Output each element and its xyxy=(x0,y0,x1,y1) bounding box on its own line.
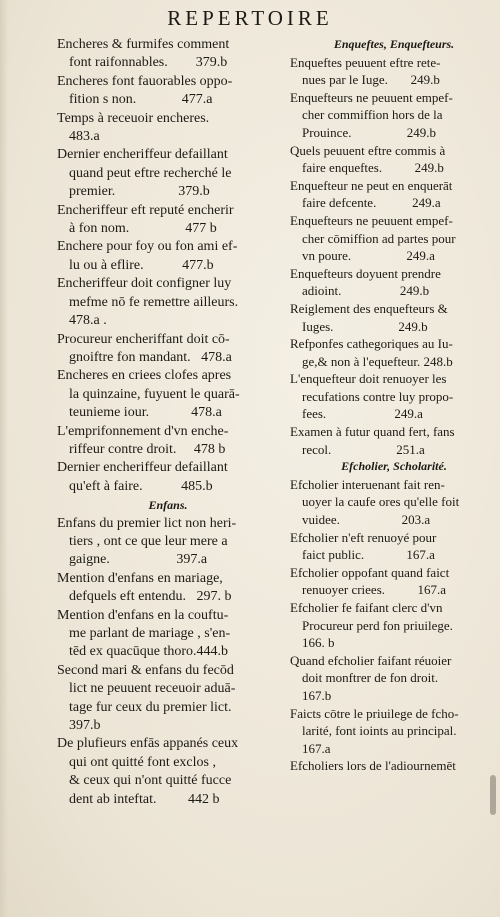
running-head: REPERTOIRE xyxy=(167,6,333,30)
index-entry xyxy=(290,300,498,335)
page-gutter-shadow xyxy=(0,0,8,917)
index-entry xyxy=(290,54,498,89)
entry-line: me parlant de mariage , s'en- xyxy=(69,626,231,641)
entry-line: Second mari & enfans du fecōd xyxy=(57,662,234,678)
index-entry xyxy=(290,265,498,300)
entry-line: riffeur contre droit. 478 b xyxy=(69,441,226,457)
index-entry xyxy=(290,705,498,758)
entry-line: Efcholier oppofant quand faict xyxy=(290,564,450,580)
index-entry xyxy=(290,142,498,177)
entry-line: mefme nō fe remettre ailleurs. xyxy=(69,294,239,310)
entry-line: qu'eft à faire. 485.b xyxy=(69,478,213,494)
index-entry xyxy=(290,212,498,265)
entry-line: Reiglement des enquefteurs & xyxy=(290,300,448,316)
entry-line: gnoiftre fon mandant. 478.a xyxy=(69,349,232,365)
entry-line: quand peut eftre recherché le xyxy=(69,165,232,181)
entry-line: Dernier encheriffeur defaillant xyxy=(57,460,228,476)
section-heading: Enfans. xyxy=(148,498,188,513)
entry-line: premier. 379.b xyxy=(69,184,210,200)
entry-line: Refponfes cathegoriques au Iu- xyxy=(290,336,453,352)
entry-line: faict public. 167.a xyxy=(302,547,435,563)
entry-line: fees. 249.a xyxy=(302,406,423,422)
entry-line: tiers , ont ce que leur mere a xyxy=(69,533,228,549)
index-entry xyxy=(290,529,498,564)
entry-line: Efcholier interuenant fait ren- xyxy=(290,476,445,492)
index-entry xyxy=(57,515,279,570)
entry-line: Procureur perd fon priuilege. xyxy=(302,617,453,633)
entry-line: Dernier encheriffeur defaillant xyxy=(57,147,228,163)
entry-line: ge,& non à l'equefteur. 248.b xyxy=(302,353,453,369)
index-entry xyxy=(290,599,498,652)
index-entry xyxy=(290,177,498,212)
entry-line: cher cōmiffion ad partes pour xyxy=(302,230,456,246)
entry-line: Temps à receuoir encheres. xyxy=(57,110,210,126)
entry-line: & ceux qui n'ont quitté fucce xyxy=(69,773,232,789)
index-entry xyxy=(57,459,279,496)
index-entry xyxy=(57,110,279,147)
section-heading: Enqueftes, Enquefteurs. xyxy=(333,37,455,51)
entry-line: Enquefteurs ne peuuent empef- xyxy=(290,212,453,228)
entry-line: fition s non. 477.a xyxy=(69,92,213,108)
entry-line: nues par le Iuge. 249.b xyxy=(302,72,440,88)
entry-line: De plufieurs enfās appanés ceux xyxy=(57,736,239,752)
index-entry xyxy=(57,146,279,201)
entry-line: tage fur ceux du premier lict. xyxy=(69,699,232,715)
index-entry xyxy=(57,331,279,368)
entry-line: Faicts cōtre le priuilege de fcho- xyxy=(290,705,459,721)
entry-line: Efcholier n'eft renuoyé pour xyxy=(290,529,437,545)
entry-line: Encheres & furmifes comment xyxy=(57,37,230,52)
entry-line: defquels eft entendu. 297. b xyxy=(69,589,232,605)
entry-line: L'enquefteur doit renuoyer les xyxy=(290,371,447,387)
entry-line: à fon nom. 477 b xyxy=(69,221,217,237)
index-entry xyxy=(57,367,279,422)
entry-line: Examen à futur quand fert, fans xyxy=(290,424,455,440)
index-entry xyxy=(57,275,279,330)
index-entry xyxy=(290,757,498,775)
entry-line: Enqueftes peuuent eftre rete- xyxy=(290,54,441,70)
entry-line: 483.a xyxy=(69,129,100,145)
entry-line: Mention d'enfans en la couftu- xyxy=(57,607,229,623)
entry-line: Quand efcholier faifant réuoier xyxy=(290,652,452,668)
entry-line: faire defcente. 249.a xyxy=(302,195,441,211)
right-column xyxy=(290,36,498,775)
entry-line: Encheriffeur doit configner luy xyxy=(57,276,232,292)
entry-line: 397.b xyxy=(69,718,101,734)
index-entry xyxy=(290,476,498,529)
index-entry xyxy=(290,423,498,458)
entry-line: vuidee. 203.a xyxy=(302,512,431,528)
entry-line: gaigne. 397.a xyxy=(69,552,208,568)
index-entry xyxy=(57,662,279,736)
entry-line: lu ou à eflire. 477.b xyxy=(69,257,214,273)
entry-line: uoyer la caufe ores qu'elle foit xyxy=(302,494,460,510)
index-entry xyxy=(57,735,279,809)
entry-line: Quels peuuent eftre commis à xyxy=(290,142,446,158)
entry-line: Encheriffeur eft reputé encherir xyxy=(57,202,234,218)
index-entry xyxy=(57,36,279,73)
entry-line: qui ont quitté font exclos , xyxy=(69,754,216,770)
index-entry xyxy=(57,570,279,607)
entry-line: Encheres en criees clofes apres xyxy=(57,368,232,384)
index-entry xyxy=(290,564,498,599)
entry-line: Enquefteurs ne peuuent empef- xyxy=(290,89,453,105)
entry-line: Efcholier fe faifant clerc d'vn xyxy=(290,600,443,615)
page-edge-mark xyxy=(490,775,496,815)
index-entry xyxy=(57,423,279,460)
entry-line: 167.a xyxy=(302,740,331,756)
entry-line: Iuges. 249.b xyxy=(302,318,428,334)
entry-line: larité, font ioints au principal. xyxy=(302,723,457,739)
index-entry xyxy=(290,652,498,705)
entry-line: vn poure. 249.a xyxy=(302,248,435,264)
entry-line: doit monftrer de fon droit. xyxy=(302,670,439,686)
entry-line: Efcholiers lors de l'adiournemēt xyxy=(290,758,456,774)
entry-line: 166. b xyxy=(302,635,335,651)
entry-line: L'emprifonnement d'vn enche- xyxy=(57,423,229,439)
entry-line: dent ab inteftat. 442 b xyxy=(69,791,220,807)
entry-line: la quinzaine, fuyuent le quarā- xyxy=(69,386,240,402)
index-entry xyxy=(57,202,279,239)
index-entry xyxy=(290,335,498,370)
entry-line: 167.b xyxy=(302,687,332,703)
entry-line: Enquefteur ne peut en enquerāt xyxy=(290,177,453,193)
entry-line: cher commiffion hors de la xyxy=(302,107,443,123)
entry-line: faire enqueftes. 249.b xyxy=(302,160,444,176)
entry-line: font raifonnables. 379.b xyxy=(69,55,228,71)
entry-line: Encheres font fauorables oppo- xyxy=(57,73,233,89)
left-column xyxy=(57,36,279,809)
entry-line: Enchere pour foy ou fon ami ef- xyxy=(57,239,238,255)
index-entry xyxy=(57,73,279,110)
entry-line: recufations contre luy propo- xyxy=(302,388,454,404)
entry-line: adioint. 249.b xyxy=(302,283,430,299)
entry-line: 478.a . xyxy=(69,313,107,329)
entry-line: Procureur encheriffant doit cō- xyxy=(57,331,230,347)
entry-line: Mention d'enfans en mariage, xyxy=(57,570,223,586)
index-entry xyxy=(57,607,279,662)
index-entry xyxy=(290,370,498,423)
entry-line: Enquefteurs doyuent prendre xyxy=(290,265,441,281)
entry-line: recol. 251.a xyxy=(302,441,425,457)
entry-line: Enfans du premier lict non heri- xyxy=(57,515,237,531)
index-entry xyxy=(57,238,279,275)
entry-line: tēd ex quacūque thoro.444.b xyxy=(69,644,229,660)
section-heading: Efcholier, Scholarité. xyxy=(341,459,447,474)
entry-line: teunieme iour. 478.a xyxy=(69,405,222,421)
entry-line: Prouince. 249.b xyxy=(302,124,436,140)
entry-line: renuoyer criees. 167.a xyxy=(302,582,447,598)
index-entry xyxy=(290,89,498,142)
entry-line: lict ne peuuent receuoir aduā- xyxy=(69,681,236,697)
